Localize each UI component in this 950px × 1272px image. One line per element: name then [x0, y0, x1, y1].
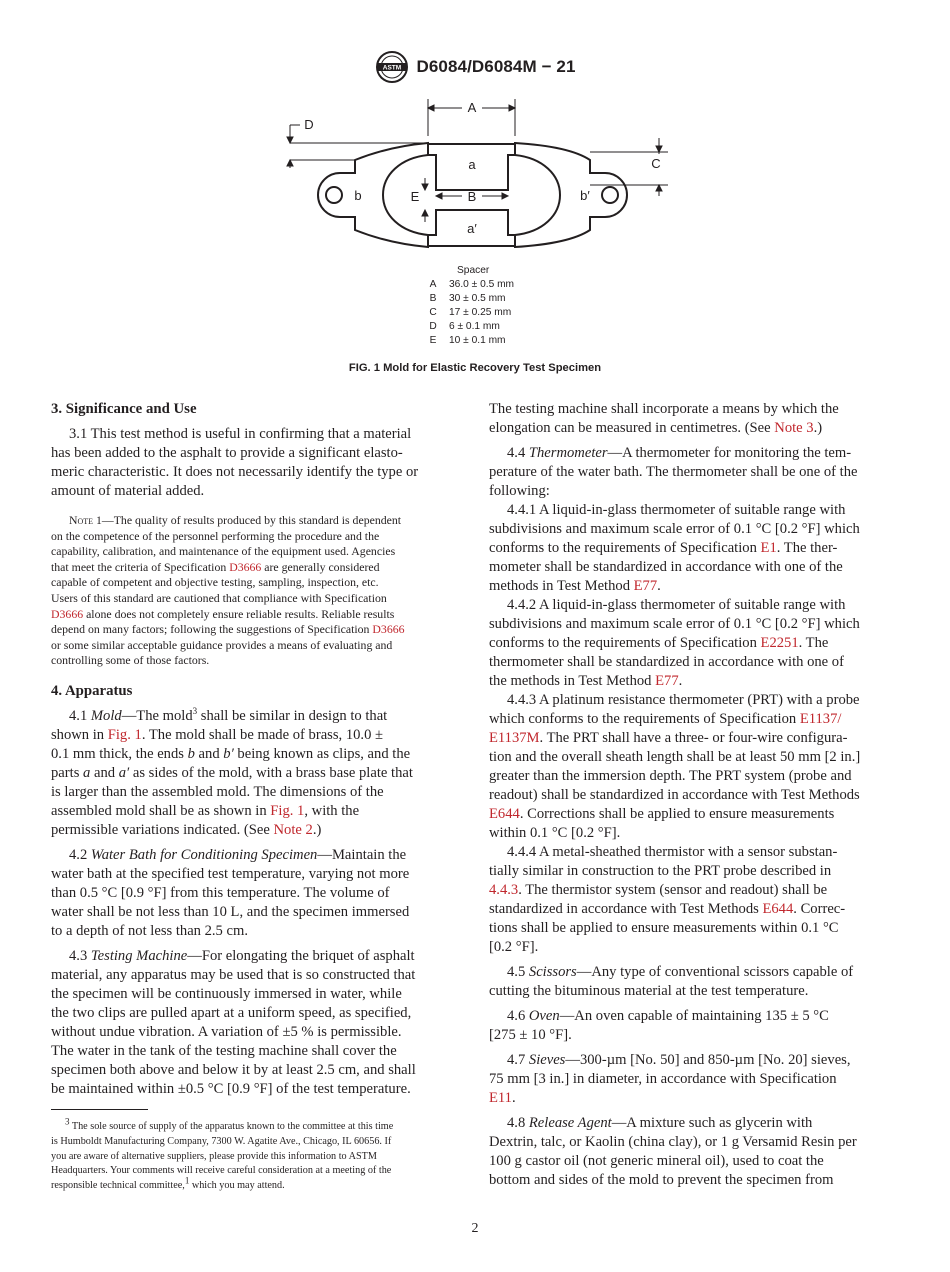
footnote-3: $^3$ The sole source of supply of the apparatus known to the committee at this time is Humboldt Manufacturing Company, 7300 W. Agatite Ave., Chicago, IL 60656. If you are aware of alternative suppliers, please provide this information to ASTM Headquarters. Your comments will receive careful consideration at a meeting of the responsible technical committee,$^1$ which you may attend.	[51, 1116, 394, 1192]
page-header	[0, 50, 950, 84]
document-designation: D6084/D6084M − 21	[416, 57, 576, 76]
label-C: C	[651, 156, 661, 171]
paragraph-4-1: 4.1 Mold—The mold$^3$ shall be similar in design to that shown in Fig. 1. The mold shall be made of brass, 10.0 ± 0.1 mm thick, the ends b and b′ being known as clips, and the parts a and a′ as sides of the mold, with a brass base plate that is larger than the assembled mold. The dimensions of the assembled mold shall be as shown in Fig. 1, with the permissible variations indicated. (See Note 2.)	[51, 706, 413, 838]
paragraph-4-4-1: 4.4.1 A liquid-in-glass thermometer of suitable range with subdivisions and maximum scale error of 0.1 °C [0.2 °F] which conforms to the requirements of Specification E1. The ther- mometer shall be standardized in accordance with one of the methods in Test Method E77.	[489, 502, 860, 594]
spacer-table	[425, 264, 514, 348]
spacer-row	[425, 320, 514, 334]
paragraph-3-1: 3.1 This test method is useful in confirming that a material has been added to the asphalt to provide a significant elasto- meric characteristic. It does not necessarily identify the type or amount of material added.	[51, 426, 419, 499]
spacer-letter: C	[429, 307, 437, 318]
paragraph-4-5: 4.5 Scissors—Any type of conventional scissors capable of cutting the bituminous material at the test temperature.	[489, 964, 854, 999]
page-number: 2	[471, 1221, 479, 1236]
right-column	[489, 400, 900, 1190]
left-column	[51, 400, 462, 1099]
link-e1137[interactable]: E1137/	[799, 711, 842, 727]
spacer-title: Spacer	[457, 265, 490, 276]
spacer-value: 17 ± 0.25 mm	[449, 307, 512, 318]
spacer-row	[425, 334, 514, 348]
link-4-4-3[interactable]: 4.4.3	[489, 882, 519, 898]
paragraph-4-2: 4.2 Water Bath for Conditioning Specimen—Maintain the water bath at the specified test temperature, varying not more than 0.5 °C [0.9 °F] from this temperature. The volume of water shall be not less than 10 L, and the specimen immersed to a depth of not less than 2.5 cm.	[51, 846, 410, 939]
spacer-letter: A	[429, 279, 437, 290]
spacer-row	[425, 292, 514, 306]
link-fig-1[interactable]: Fig. 1	[107, 726, 142, 743]
mold-diagram	[304, 96, 680, 262]
link-e2251[interactable]: E2251	[760, 635, 799, 651]
link-note-2[interactable]: Note 2	[273, 821, 313, 838]
clip-pin-hole-right	[602, 187, 618, 203]
label-A: A	[467, 100, 477, 115]
label-b: b	[354, 188, 362, 203]
label-b-prime: b′	[580, 188, 590, 203]
note-1-label: Note 1	[69, 513, 102, 527]
section-4-heading: 4. Apparatus	[51, 682, 133, 699]
footnote-divider	[51, 1109, 148, 1110]
link-fig-1[interactable]: Fig. 1	[270, 802, 305, 819]
label-D: D	[304, 117, 314, 132]
svg-text:ASTM: ASTM	[383, 64, 402, 72]
paragraph-4-4-4: 4.4.4 A metal-sheathed thermistor with a sensor substan- tially similar in construction to the PRT probe described in 4.4.3. The thermistor system (sensor and readout) shall be standardized in accordance with Test Methods E644. Correc- tions shall be applied to ensure measurements within 0.1 °C [0.2 °F].	[489, 844, 846, 955]
clip-pin-hole-left	[326, 187, 342, 203]
link-e77[interactable]: E77	[655, 673, 679, 689]
link-e1137m[interactable]: E1137M	[489, 730, 540, 746]
figure-caption: FIG. 1 Mold for Elastic Recovery Test Specimen	[348, 362, 602, 374]
paragraph-4-3: 4.3 Testing Machine—For elongating the briquet of asphalt material, any apparatus may be used that is so constructed that the specimen will be continuously immersed in water, while the two clips are pulled apart at a uniform speed, as specified, without undue vibration. A variation of ±5 % is permissible. The water in the tank of the testing machine shall cover the specimen both above and below it by at least 2.5 cm, and shall be maintained within ±0.5 °C [0.9 °F] of the test temperature.	[51, 947, 416, 1097]
paragraph-4-6: 4.6 Oven—An oven capable of maintaining 135 ± 5 °C [275 ± 10 °F].	[489, 1008, 829, 1043]
label-E: E	[410, 189, 420, 204]
spacer-row	[425, 306, 514, 320]
paragraph-4-4-3: 4.4.3 A platinum resistance thermometer (PRT) with a probe which conforms to the requirements of Specification E1137/ E1137M. The PRT shall have a three- or four-wire configura- tion and the overall sheath length shall be at least 50 mm [2 in.] greater than the immersion depth. The PRT system (probe and readout) shall be standardized in accordance with Test Methods E644. Corrections shall be applied to ensure measurements within 0.1 °C [0.2 °F].	[489, 692, 861, 841]
spacer-value: 6 ± 0.1 mm	[449, 321, 500, 332]
label-B: B	[467, 189, 477, 204]
link-note-3[interactable]: Note 3	[774, 420, 814, 436]
link-e644[interactable]: E644	[489, 806, 520, 822]
spacer-value: 30 ± 0.5 mm	[449, 293, 506, 304]
paragraph-4-4: 4.4 Thermometer—A thermometer for monitoring the tem- perature of the water bath. The thermometer shall be one of the following:	[489, 445, 858, 499]
paragraph-4-3-continued: The testing machine shall incorporate a means by which the elongation can be measured in centimetres. (See Note 3.)	[489, 401, 839, 436]
link-e77[interactable]: E77	[633, 578, 658, 594]
label-a: a	[468, 157, 476, 172]
link-e644[interactable]: E644	[762, 901, 794, 917]
spacer-letter: B	[429, 293, 437, 304]
link-d3666[interactable]: D3666	[51, 606, 84, 621]
link-d3666[interactable]: D3666	[372, 622, 405, 637]
spacer-value: 36.0 ± 0.5 mm	[449, 279, 515, 290]
astm-logo-icon	[374, 50, 410, 84]
paragraph-4-8: 4.8 Release Agent—A mixture such as glycerin with Dextrin, talc, or Kaolin (china clay), or 1 g Versamid Resin per 100 g castor oil (not generic mineral oil), used to coat the bottom and sides of the mold to prevent the specimen from	[489, 1115, 857, 1188]
dimension-e	[422, 178, 428, 222]
note-1: Note 1—The quality of results produced by this standard is dependent on the competence of the personnel performing the procedure and the capability, calibration, and maintenance of the equipment used. Agencies that meet the criteria of Specification D3666 are generally considered capable of competent and objective testing, sampling, inspection, etc. Users of this standard are cautioned that compliance with Specification D3666 alone does not completely ensure reliable results. Reliable results depend on many factors; following the suggestions of Specification D3666 or some similar acceptable guidance provides a means of evaluating and controlling some of those factors.	[51, 513, 405, 668]
link-e11[interactable]: E11	[489, 1090, 512, 1106]
label-a-prime: a′	[467, 221, 477, 236]
spacer-letter: E	[429, 335, 437, 346]
spacer-value: 10 ± 0.1 mm	[449, 335, 506, 346]
link-e1[interactable]: E1	[760, 540, 777, 556]
spacer-row	[425, 278, 514, 292]
link-d3666[interactable]: D3666	[229, 559, 262, 574]
paragraph-4-7: 4.7 Sieves—300-µm [No. 50] and 850-µm [No. 20] sieves, 75 mm [3 in.] in diameter, in accordance with Specification E11.	[489, 1052, 851, 1106]
paragraph-4-4-2: 4.4.2 A liquid-in-glass thermometer of suitable range with subdivisions and maximum scale error of 0.1 °C [0.2 °F] which conforms to the requirements of Specification E2251. The thermometer shall be standardized in accordance with one of the methods in Test Method E77.	[489, 597, 860, 689]
spacer-letter: D	[429, 321, 437, 332]
section-3-heading: 3. Significance and Use	[51, 401, 197, 417]
